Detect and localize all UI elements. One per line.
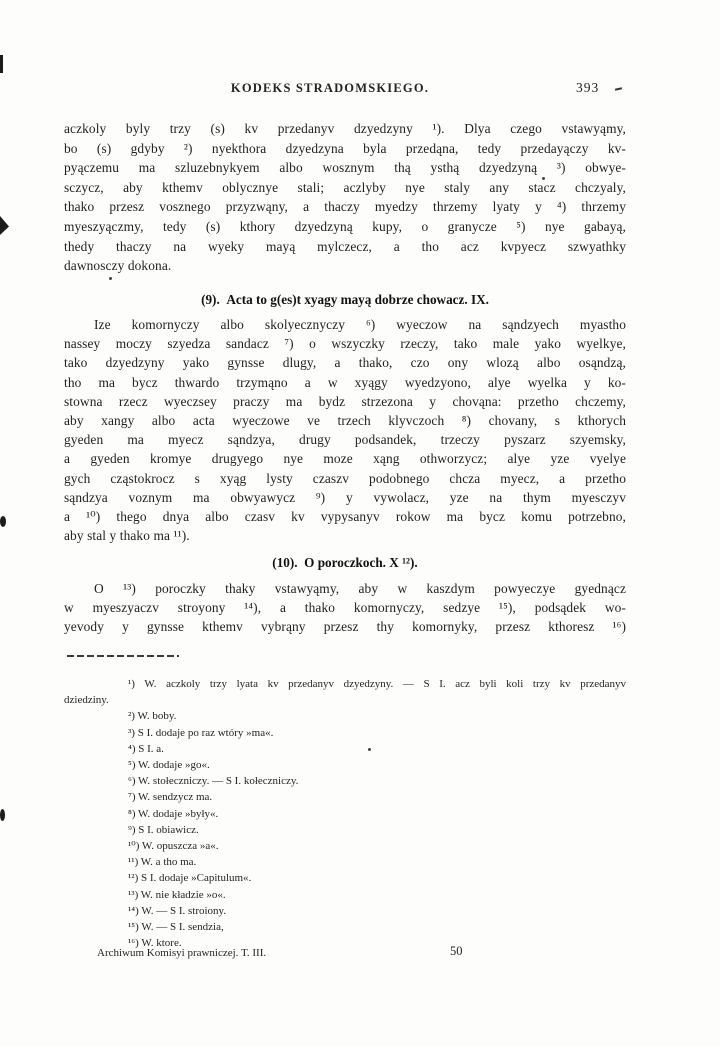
footnote-line: ⁸) W. dodaje »były«. xyxy=(128,807,219,820)
footnote-line: ⁷) W. sendzycz ma. xyxy=(128,791,213,804)
footnote-line: ³) S I. dodaje po raz wtóry »ma«. xyxy=(128,726,274,739)
paragraph-continuation xyxy=(64,119,626,276)
scan-artifact xyxy=(368,748,371,751)
scan-artifact xyxy=(0,216,9,235)
footnote-line: ¹³) W. nie kładzie »o«. xyxy=(128,888,226,901)
footnote-line: ¹⁵) W. — S I. sendzia, xyxy=(128,921,224,934)
text-line: pyączemu ma szluzebnykyem albo wosznym thą ysthą dzyedzyną ³) obwye- xyxy=(64,160,626,176)
scan-artifact xyxy=(0,55,3,73)
footnote-line: ²) W. boby. xyxy=(128,710,177,723)
footnotes-block xyxy=(64,676,626,951)
section-heading-10: (10). O poroczkoch. X ¹²). xyxy=(272,555,418,570)
footnote-line: ¹²) S I. dodaje »Capitulum«. xyxy=(128,872,252,885)
running-title: KODEKS STRADOMSKIEGO. xyxy=(230,81,430,95)
footnote-line: ¹) W. aczkoly trzy lyata kv przedanyv dzyedzyny. — S I. acz byli koli trzy kv przedanyv xyxy=(128,678,626,690)
text-line: gyeden ma myecz sąndzya, drugy podsandek, trzeczy pyszarz szyemsky, xyxy=(64,432,626,448)
paragraph-section-9 xyxy=(64,315,626,545)
text-line: yevody y gynsse kthemv vybrąny przesz thy komornyky, przesz kthoresz ¹⁶) xyxy=(64,619,626,635)
section-heading-9: (9). Acta to g(es)t xyagy mayą dobrze chowacz. IX. xyxy=(201,292,489,307)
scan-artifact xyxy=(0,809,5,821)
text-line: stowna rzecz wyeczsey praczy ma bydz strzezona y chovąna: przetho chczemy, xyxy=(64,393,626,409)
scan-artifact xyxy=(615,87,622,90)
text-line: tho ma bycz thwardo trzymąno a w xyągy wyedzyono, alye wyelka y ko- xyxy=(64,374,626,390)
text-line: dawnosczy dokona. xyxy=(64,258,172,274)
paragraph-section-10 xyxy=(64,579,626,637)
text-line: Ize komornyczy albo skolyecznyczy ⁶) wyeczow na sąndzyech myastho xyxy=(94,317,626,332)
text-line: nassey moczy szyedza sandacz ⁷) o wszyczky rzeczy, tako male yako wyelkye, xyxy=(64,336,626,352)
footnote-line: ⁹) S I. obiawicz. xyxy=(128,823,199,836)
text-line: myeszyączmy, tedy (s) kthory dzyedzyną kupy, o granycze ⁵) nye gabayą, xyxy=(64,218,626,234)
footnote-line: ¹⁶) W. ktore. xyxy=(128,937,182,950)
footnote-line: ¹⁰) W. opuszcza »a«. xyxy=(128,840,219,853)
text-line: sąndzya voznym ma obwyawycz ⁹) y vywolacz, yze na thym myesczyv xyxy=(64,489,626,505)
footnote-line: ¹⁴) W. — S I. stroiony. xyxy=(128,904,227,917)
text-line: aby stal y thako ma ¹¹). xyxy=(64,528,190,544)
page-number: 393 xyxy=(576,80,600,95)
text-line: aby xangy albo acta wyeczowe ve trzech klyvczoch ⁸) chovany, s kthorych xyxy=(64,413,626,429)
text-line: gych cząstokrocz s xyąg lysty czaszv podobnego chcza myecz, a przetho xyxy=(64,470,626,486)
imprint-line: Archiwum Komisyi prawniczej. T. III. xyxy=(97,947,267,959)
footnote-line: ⁵) W. dodaje »go«. xyxy=(128,759,210,772)
footnote-line: ¹¹) W. a tho ma. xyxy=(128,856,197,869)
footnote-line: ⁴) S I. a. xyxy=(128,742,164,755)
text-line: sczycz, aby kthemv oblycznye stali; aczlyby nye staly any stacz chczyaly, xyxy=(64,179,626,195)
text-line: thedy thaczy na wyeky mayą mylczecz, a tho acz kvpyecz szwyathky xyxy=(64,238,626,254)
scan-artifact xyxy=(109,277,112,280)
footnote-separator-rule xyxy=(67,655,179,657)
text-line: w myeszyaczv stroyony ¹⁴), a thako komornyczy, sedzye ¹⁵), podsądek wo- xyxy=(64,600,626,616)
text-line: a ¹⁰) thego dnya albo czasv kv vypysanyv rokow ma bycz komu potrzebno, xyxy=(64,509,626,525)
text-line: bo (s) gdyby ²) nyekthora dzyedzyna byla przedąna, tedy przedayączy kv- xyxy=(64,140,626,156)
footnote-line: dziedziny. xyxy=(64,694,109,707)
text-line: a gyeden kromye drugyego nye moze xąng othworzycz; alye yze vyelye xyxy=(64,451,626,467)
scan-artifact xyxy=(542,177,545,180)
text-line: aczkoly byly trzy (s) kv przedanyv dzyedzyny ¹). Dlya czego vstawyąmy, xyxy=(64,121,626,136)
text-line: tako dzyedzyny yako gynsse dlugy, a thako, czo ony wlozą albo osąndzą, xyxy=(64,355,626,371)
text-line: thako przesz vosznego przyzwąny, a thaczy myedzy thrzemy lyaty y ⁴) thrzemy xyxy=(64,199,626,215)
footnote-line: ⁶) W. stołeczniczy. — S I. kołeczniczy. xyxy=(128,775,299,788)
text-line: O ¹³) poroczky thaky vstawyąmy, aby w kaszdym powyeczye gyednącz xyxy=(94,581,626,596)
sheet-signature: 50 xyxy=(450,944,463,958)
scan-artifact xyxy=(0,516,6,527)
